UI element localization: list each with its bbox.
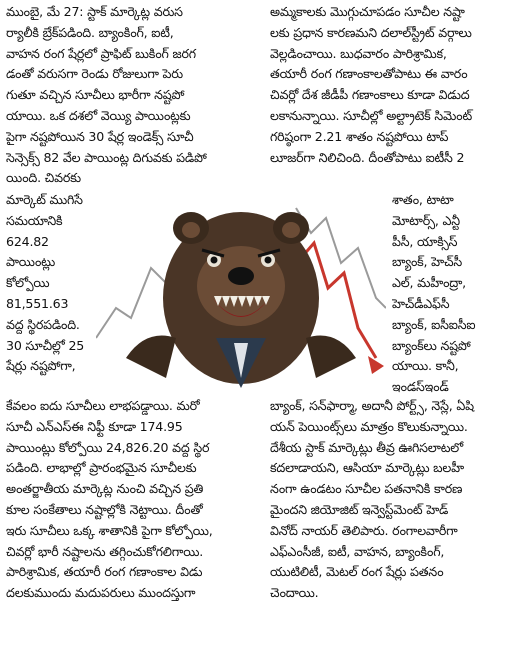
text-line: వద్ద స్థిరపడింది. <box>6 316 80 332</box>
bear-icon <box>126 212 356 388</box>
text-line: చివర్లో భారీ నష్టాలను తగ్గించుకోగలిగాయి. <box>6 543 203 559</box>
text-line: వాహన రంగ షేర్లలో ప్రాఫిట్ బుకింగ్ జరగ <box>6 45 196 61</box>
article-right-column-bottom <box>270 396 514 604</box>
text-line: నంగా ఉండటం సూచీల పతనానికి కారణ <box>270 481 463 497</box>
text-line: యాయి. కానీ, <box>392 358 459 374</box>
text-line: పాయింట్లు <box>6 254 56 270</box>
article-right-column-top <box>270 2 514 168</box>
text-line: అంతర్జాతీయ మార్కెట్ల నుంచి వచ్చిన ప్రతి <box>6 481 204 497</box>
article-left-column-bottom <box>6 396 258 604</box>
text-line: బ్యాంక్, సన్‌ఫార్మా, అదానీ పోర్ట్స్, నెస్లే, ఏషి <box>270 398 474 413</box>
text-line: వెల్లడించాయి. బుధవారం పారిశ్రామిక, <box>270 45 447 61</box>
text-line: సూచీ ఎన్‌ఎస్‌ఈ నిఫ్టీ కూడా 174.95 <box>6 418 183 434</box>
text-line: పీసీ, యాక్సిస్ <box>392 233 458 249</box>
text-line: మార్కెట్ ముగిసే <box>6 192 83 207</box>
text-line: యన్ పెయింట్స్‌లు మాత్రం కొలుకున్నాయి. <box>270 418 468 434</box>
text-line: 81,551.63 <box>6 295 69 311</box>
text-line: ఎఫ్‌ఎంసీజీ, ఐటీ, వాహన, బ్యాంకింగ్, <box>270 543 445 559</box>
article-left-column-top <box>6 2 258 189</box>
text-line: యుటిలిటీ, మెటల్ రంగ షేర్లు పతనం <box>270 564 444 580</box>
text-line: కేవలం ఐదు సూచీలు లాభపడ్డాయి. మరో <box>6 398 200 413</box>
text-line: చివర్లో దేశ జీడీపీ గణాంకాలు కూడా విడుద <box>270 87 470 103</box>
text-line: బ్యాంక్, హెచ్‌సీ <box>392 254 462 270</box>
chart-arrow-red <box>368 356 384 374</box>
text-line: షేర్లు నష్టపోగా, <box>6 358 76 374</box>
bear-illustration-svg <box>96 188 386 396</box>
text-line: పైగా నష్టపోయిన 30 షేర్ల ఇండెక్స్ సూచీ <box>6 128 194 144</box>
text-line: తయారీ రంగ గణాంకాలతోపాటు ఈ వారం <box>270 66 468 82</box>
text-line: వినోద్ నాయర్ తెలిపారు. రంగాలవారీగా <box>270 522 458 538</box>
text-line: బ్యాంక్‌లు నష్టపో <box>392 337 471 353</box>
text-line: 30 సూచీల్లో 25 <box>6 337 85 353</box>
text-line: హెచ్‌డీఎఫ్‌సీ <box>392 295 450 311</box>
text-line: మైందని జియోజిట్ ఇన్వెస్ట్‌మెంట్ హెడ్ <box>270 501 449 517</box>
text-line: లకు ప్రధాన కారణమని దలాల్‌స్ట్రీట్ వర్గాలు <box>270 24 472 40</box>
text-line: సమయానికి <box>6 212 63 228</box>
text-line: మోటార్స్, ఎన్టీ <box>392 212 460 228</box>
text-line: ముంబై, మే 27: స్టాక్ మార్కెట్ల వరుస <box>6 4 183 19</box>
text-line: లకానున్నాయి. సూచీల్లో అల్ట్రాటెక్ సిమెంట్ <box>270 107 472 123</box>
text-line: పడింది. లాభాల్లో ప్రారంభమైన సూచీలకు <box>6 460 197 476</box>
text-line: కూల సంకేతాలు నష్టాల్లోకి నెట్టాయి. దీంతో <box>6 501 203 517</box>
text-line: చెందాయి. <box>270 585 319 601</box>
text-line: లూజర్‌గా నిలిచింది. దీంతోపాటు ఐటీసీ 2 <box>270 149 465 165</box>
text-line: అమ్మకాలకు మొగ్గుచూపడం సూచీల నష్టా <box>270 4 465 19</box>
article-left-narrow-column <box>6 190 92 377</box>
text-line: సెన్సెక్స్ 82 వేల పాయింట్ల దిగువకు పడిపో <box>6 149 207 165</box>
text-line: డంతో వరుసగా రెండు రోజులుగా పెరు <box>6 66 183 82</box>
text-line: దేశీయ స్టాక్ మార్కెట్లు తీవ్ర ఊగిసలాటలో <box>270 439 464 455</box>
text-line: పారిశ్రామిక, తయారీ రంగ గణాంకాల విడు <box>6 564 203 580</box>
text-line: ఎల్, మహీంద్రా, <box>392 275 466 291</box>
text-line: కోల్పోయి <box>6 275 50 291</box>
text-line: పాయింట్లు కోల్పోయి 24,826.20 వద్ద స్థిర <box>6 439 210 455</box>
text-line: ఇండస్‌ఇండ్ <box>392 379 449 395</box>
text-line: గరిష్ఠంగా 2.21 శాతం నష్టపోయి టాప్ <box>270 128 449 144</box>
article-right-narrow-column <box>392 190 518 398</box>
text-line: యాయి. ఒక దశలో వెయ్యి పాయింట్లకు <box>6 107 191 123</box>
text-line: గుతూ వచ్చిన సూచీలు భారీగా నష్టపో <box>6 87 185 103</box>
text-line: దలకుముందు మదుపరులు ముందస్తుగా <box>6 585 196 601</box>
bear-market-illustration <box>96 188 386 396</box>
text-line: యింది. చివరకు <box>6 170 81 186</box>
text-line: ర్యాలీకి బ్రేక్‌పడింది. బ్యాంకింగ్, ఐటీ, <box>6 24 174 40</box>
text-line: కదలాడాయని, ఆసియా మార్కెట్లు బలహీ <box>270 460 464 476</box>
text-line: 624.82 <box>6 233 49 249</box>
text-line: ఇరు సూచీలు ఒక్క శాతానికి పైగా కోల్పోయి, <box>6 522 213 538</box>
text-line: బ్యాంక్, ఐసీఐసీఐ <box>392 316 476 332</box>
text-line: శాతం, టాటా <box>392 192 454 207</box>
